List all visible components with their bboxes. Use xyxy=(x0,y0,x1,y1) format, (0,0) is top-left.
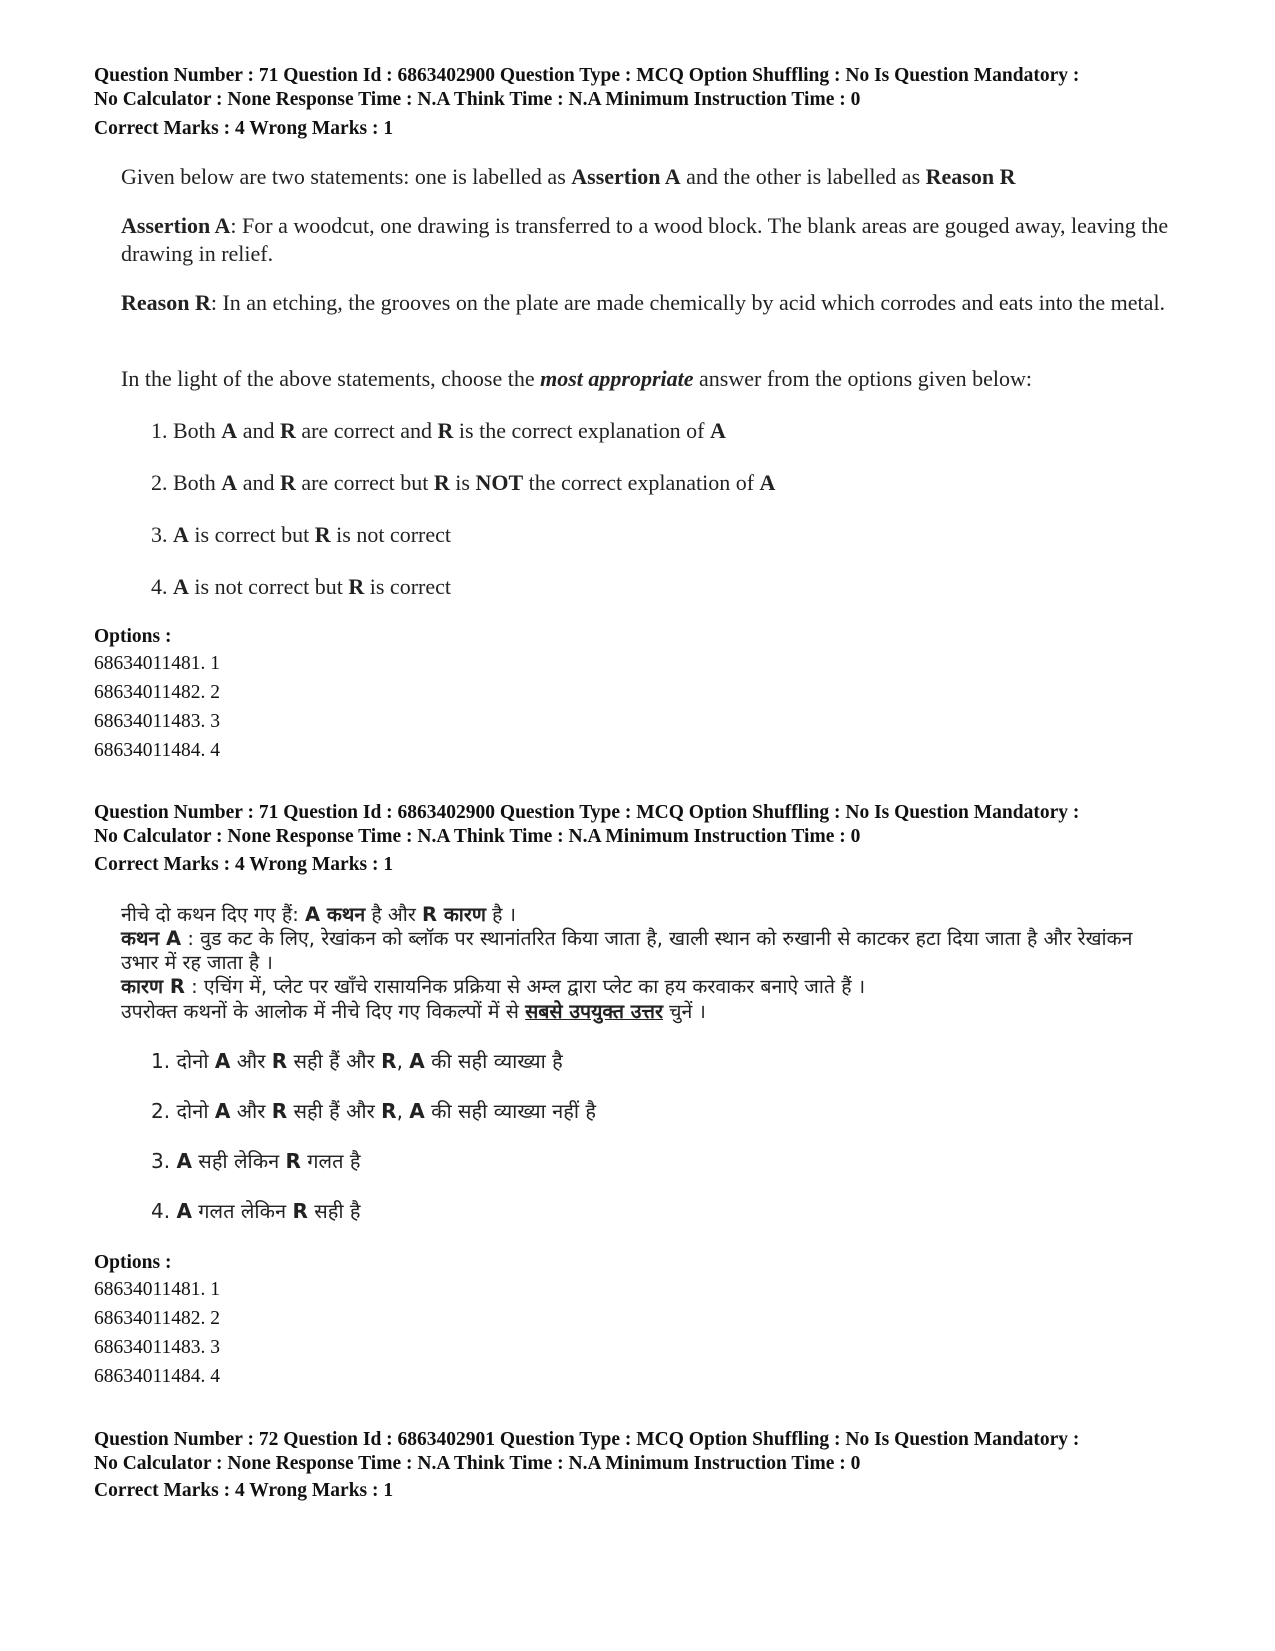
meta-line-1: Question Number : 71 Question Id : 6863402900 Question Type : MCQ Option Shuffling : No Is Question Mandatory : xyxy=(94,65,1080,86)
answer-choice-4: 4. A is not correct but R is correct xyxy=(151,574,451,599)
meta-line-1: Question Number : 71 Question Id : 6863402900 Question Type : MCQ Option Shuffling : No Is Question Mandatory : xyxy=(94,802,1080,823)
instruction-statement: In the light of the above statements, choose the most appropriate answer from the options given below: xyxy=(121,366,1033,391)
meta-line-2: No Calculator : None Response Time : N.A Think Time : N.A Minimum Instruction Time : 0 xyxy=(94,826,861,847)
options-list xyxy=(94,649,220,765)
meta-line-2: No Calculator : None Response Time : N.A Think Time : N.A Minimum Instruction Time : 0 xyxy=(94,1453,861,1474)
answer-choice-1: 1. Both A and R are correct and R is the correct explanation of A xyxy=(151,418,726,443)
question-meta xyxy=(94,801,1194,849)
answer-choice-3: 3. A सही लेकिन R गलत है xyxy=(151,1149,361,1173)
answer-choice-3: 3. A is correct but R is not correct xyxy=(151,522,451,547)
option-id-2: 68634011482. 2 xyxy=(94,682,221,703)
reason-statement: Reason R: In an etching, the grooves on the plate are made chemically by acid which corrodes and eats into the metal. xyxy=(121,290,1166,315)
intro-statement: Given below are two statements: one is labelled as Assertion A and the other is labelled as Reason R xyxy=(121,164,1016,189)
answer-choice-1: 1. दोनो A और R सही हैं और R, A की सही व्याख्या है xyxy=(151,1049,563,1073)
option-id-1: 68634011481. 1 xyxy=(94,1279,221,1300)
option-id-4: 68634011484. 4 xyxy=(94,1366,221,1387)
answer-choice-2: 2. Both A and R are correct but R is NOT the correct explanation of A xyxy=(151,470,776,495)
question-meta xyxy=(94,1428,1194,1476)
marks-line: Correct Marks : 4 Wrong Marks : 1 xyxy=(94,854,394,875)
marks-line: Correct Marks : 4 Wrong Marks : 1 xyxy=(94,1480,394,1501)
meta-line-1: Question Number : 72 Question Id : 6863402901 Question Type : MCQ Option Shuffling : No Is Question Mandatory : xyxy=(94,1429,1080,1450)
intro-statement: नीचे दो कथन दिए गए हैं: A कथन है और R कारण है । xyxy=(121,903,517,926)
instruction-statement: उपरोक्त कथनों के आलोक में नीचे दिए गए विकल्पों में से सबसे उपयुक्त उत्तर चुनें । xyxy=(121,1000,706,1023)
answer-choice-4: 4. A गलत लेकिन R सही है xyxy=(151,1199,361,1223)
options-heading: Options : xyxy=(94,1252,172,1273)
options-heading: Options : xyxy=(94,626,172,647)
reason-statement: कारण R : एचिंग में, प्लेट पर खाँचे रासायनिक प्रक्रिया से अम्ल द्वारा प्लेट का हय करवाकर बनाऐ जाते हैं । xyxy=(121,975,866,998)
option-id-1: 68634011481. 1 xyxy=(94,653,221,674)
marks-line: Correct Marks : 4 Wrong Marks : 1 xyxy=(94,118,394,139)
assertion-statement: कथन A : वुड कट के लिए, रेखांकन को ब्लॉक पर स्थानांतरित किया जाता है, खाली स्थान को रुखानी से काटकर हटा दिया जाता है और रेखांकन उभार में रह जाता है । xyxy=(121,927,1133,974)
answer-choice-2: 2. दोनो A और R सही हैं और R, A की सही व्याख्या नहीं है xyxy=(151,1099,597,1123)
option-id-4: 68634011484. 4 xyxy=(94,740,221,761)
options-list xyxy=(94,1275,220,1391)
meta-line-2: No Calculator : None Response Time : N.A Think Time : N.A Minimum Instruction Time : 0 xyxy=(94,89,861,110)
assertion-statement: Assertion A: For a woodcut, one drawing is transferred to a wood block. The blank areas are gouged away, leaving the drawing in relief. xyxy=(121,213,1169,266)
option-id-3: 68634011483. 3 xyxy=(94,711,221,732)
question-meta xyxy=(94,64,1194,112)
option-id-3: 68634011483. 3 xyxy=(94,1337,221,1358)
option-id-2: 68634011482. 2 xyxy=(94,1308,221,1329)
